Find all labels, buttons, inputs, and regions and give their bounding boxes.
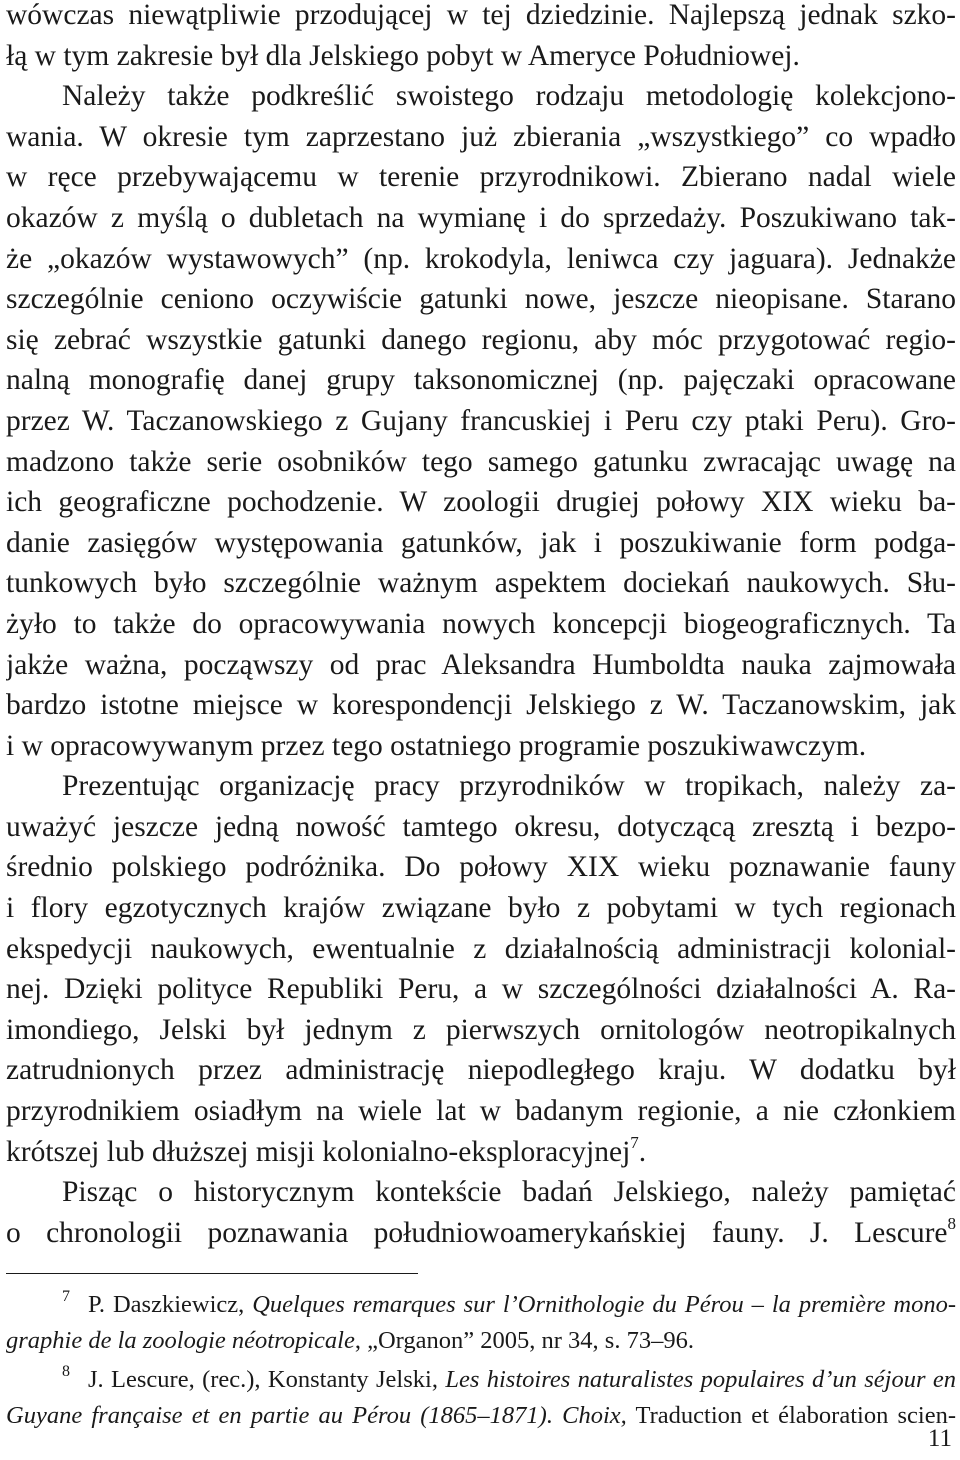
text-line: w ręce przebywającemu w terenie przyrodnikowi. Zbierano nadal wiele xyxy=(6,161,956,194)
text-line: okazów z myślą o dubletach na wymianę i do sprzedaży. Poszukiwano tak- xyxy=(6,201,956,234)
text-line: zatrudnionych przez administrację niepodległego kraju. W dodatku był xyxy=(6,1054,956,1087)
text-line: wówczas niewątpliwie przodującej w tej dziedzinie. Najlepszą jednak szko- xyxy=(6,0,956,31)
paragraph-1 xyxy=(6,0,956,76)
text-line: średnio polskiego podróżnika. Do połowy XIX wieku poznawanie fauny xyxy=(6,851,956,884)
text-line: Prezentując organizację pracy przyrodników w tropikach, należy za- xyxy=(62,770,956,803)
footnote-divider xyxy=(6,1273,418,1274)
footnote-line xyxy=(6,1287,956,1323)
text-line xyxy=(6,1132,956,1173)
text-line: uważyć jeszcze jedną nowość tamtego okresu, dotyczącą zresztą i bezpo- xyxy=(6,810,956,843)
footnotes xyxy=(6,1287,956,1437)
paragraph-2 xyxy=(6,76,956,766)
text-line: łą w tym zakresie był dla Jelskiego pobyt w Ameryce Południowej. xyxy=(6,39,800,72)
page-content xyxy=(6,0,956,1253)
text-segment: krótszej lub dłuższej misji kolonialno-eksploracyjnej xyxy=(6,1135,631,1168)
text-line: przyrodnikiem osiadłym na wiele lat w badanym regionie, a nie członkiem xyxy=(6,1095,956,1128)
footnote-title: graphie de la zoologie néotropicale xyxy=(6,1326,355,1354)
footnote-author: P. Daszkiewicz, xyxy=(88,1291,253,1318)
text-line: danie zasięgów występowania gatunków, jak i poszukiwanie form podga- xyxy=(6,526,956,559)
text-line: ekspedycji naukowych, ewentualnie z działalnością administracji kolonial- xyxy=(6,932,956,965)
text-segment: o chronologii poznawania południowoamerykańskiej fauny. J. Lescure xyxy=(6,1216,948,1249)
footnote-title: Les histoires naturalistes populaires d’un séjour en xyxy=(445,1366,956,1393)
text-line: i flory egzotycznych krajów związane było z pobytami w tych regionach xyxy=(6,892,956,925)
footnote-8 xyxy=(6,1362,956,1433)
main-text xyxy=(6,0,956,1253)
text-line: nalną monografię danej grupy taksonomicznej (np. pajęczaki opracowane xyxy=(6,364,956,397)
text-segment: . xyxy=(638,1135,647,1168)
footnote-number: 7 xyxy=(62,1288,70,1305)
text-line: ich geograficzne pochodzenie. W zoologii drugiej połowy XIX wieku ba- xyxy=(6,486,956,519)
paragraph-3 xyxy=(6,766,956,1172)
footnote-line xyxy=(6,1398,956,1434)
footnote-line xyxy=(6,1362,956,1398)
text-line: wania. W okresie tym zaprzestano już zbierania „wszystkiego” co wpadło xyxy=(6,120,956,153)
footnote-title: Guyane française et en partie au Pérou (1865–1871). Choix, xyxy=(6,1401,627,1429)
text-line: że „okazów wystawowych” (np. krokodyla, leniwca czy jaguara). Jednakże xyxy=(6,242,956,275)
footnote-reference[interactable]: 7 xyxy=(630,1132,639,1152)
footnote-source: Traduction et élaboration scien- xyxy=(626,1401,956,1429)
text-line xyxy=(6,1213,956,1254)
text-line: się zebrać wszystkie gatunki danego regionu, aby móc przygotować regio- xyxy=(6,323,956,356)
text-line: nej. Dzięki polityce Republiki Peru, a w szczególności działalności A. Ra- xyxy=(6,973,956,1006)
text-line: jakże ważna, począwszy od prac Aleksandra Humboldta nauka zajmowała xyxy=(6,648,956,681)
text-line: i w opracowywanym przez tego ostatniego programie poszukiwawczym. xyxy=(6,729,867,762)
footnote-line xyxy=(6,1323,956,1359)
page-number: 11 xyxy=(927,1425,952,1452)
text-line: przez W. Taczanowskiego z Gujany francuskiej i Peru czy ptaki Peru). Gro- xyxy=(6,404,956,437)
text-line: bardzo istotne miejsce w korespondencji Jelskiego z W. Taczanowskim, jak xyxy=(6,689,956,722)
footnote-number: 8 xyxy=(62,1363,70,1380)
text-line: Należy także podkreślić swoistego rodzaju metodologię kolekcjono- xyxy=(62,80,956,113)
paragraph-4 xyxy=(6,1172,956,1253)
footnote-title: Quelques remarques sur l’Ornithologie du Pérou – la première mono- xyxy=(252,1291,956,1318)
footnote-7 xyxy=(6,1287,956,1358)
text-line: imondiego, Jelski był jednym z pierwszych ornitologów neotropikalnych xyxy=(6,1013,956,1046)
text-line: Pisząc o historycznym kontekście badań Jelskiego, należy pamiętać xyxy=(62,1176,956,1209)
text-line: madzono także serie osobników tego samego gatunku zwracając uwagę na xyxy=(6,445,956,478)
footnote-reference[interactable]: 8 xyxy=(947,1213,956,1233)
text-line: żyło to także do opracowywania nowych koncepcji biogeograficznych. Ta xyxy=(6,607,956,640)
text-line: tunkowych było szczególnie ważnym aspektem dociekań naukowych. Słu- xyxy=(6,567,956,600)
text-line: szczególnie ceniono oczywiście gatunki nowe, jeszcze nieopisane. Starano xyxy=(6,283,956,316)
footnote-source: , „Organon” 2005, nr 34, s. 73–96. xyxy=(354,1326,694,1354)
footnote-author: J. Lescure, (rec.), Konstanty Jelski, xyxy=(88,1366,446,1393)
